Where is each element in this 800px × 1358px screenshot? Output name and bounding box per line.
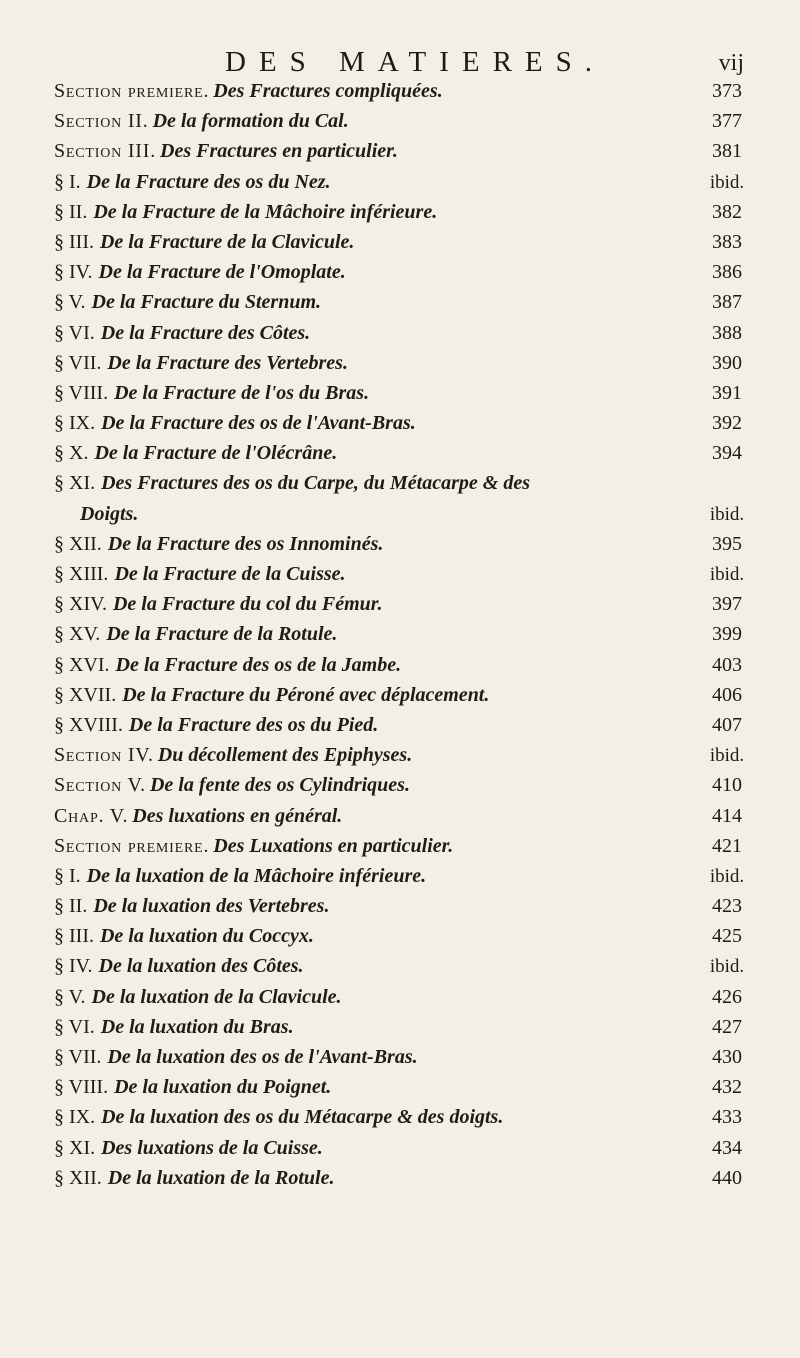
toc-entry-title: De la luxation de la Mâchoire inférieure. (86, 864, 427, 887)
toc-entry-marker: Section premiere. (54, 834, 210, 857)
toc-entry (54, 529, 754, 559)
toc-entry (54, 982, 754, 1012)
toc-entry-page: 430 (712, 1046, 742, 1068)
toc-entry (54, 680, 754, 710)
toc-entry (54, 891, 754, 921)
toc-entry-label (54, 408, 426, 438)
toc-entry-marker: § VII. (54, 1046, 102, 1068)
toc-entry-label (54, 680, 499, 710)
toc-entry-label (54, 1072, 341, 1102)
toc-entry-page: 387 (712, 291, 742, 314)
toc-entry-title: De la luxation du Poignet. (114, 1076, 332, 1099)
toc-entry-marker: § IV. (54, 955, 93, 978)
toc-entry-page: 377 (712, 110, 742, 133)
toc-entry-page: 399 (712, 623, 742, 646)
running-title: DES MATIERES. (224, 46, 606, 78)
toc-entry-page: 383 (712, 230, 742, 253)
toc-entry (54, 378, 754, 408)
toc-entry-marker: § XIV. (54, 593, 107, 616)
toc-entry-title: De la Fracture du Péroné avec déplacement. (122, 683, 490, 706)
toc-entry-marker: § II. (54, 200, 88, 223)
toc-entry (54, 468, 754, 498)
toc-entry (54, 740, 754, 770)
toc-entry (54, 1012, 754, 1042)
toc-entry-title: De la Fracture du Sternum. (91, 291, 321, 314)
toc-entry-label (54, 106, 359, 136)
toc-entry (54, 770, 754, 800)
toc-entry (54, 287, 754, 317)
toc-entry (54, 559, 754, 589)
toc-entry-label (54, 197, 447, 227)
toc-entry-marker: § IX. (54, 412, 96, 435)
toc-entry-title: De la Fracture des os du Nez. (86, 170, 331, 193)
toc-entry-marker: § VI. (54, 321, 95, 344)
toc-entry-page: 423 (712, 895, 742, 918)
toc-entry-label (54, 619, 347, 649)
toc-entry-page: 395 (712, 532, 742, 555)
toc-entry-marker: § XV. (54, 623, 101, 646)
toc-entry-title: De la luxation des os du Métacarpe & des doigts. (101, 1106, 504, 1129)
toc-entry-marker: Section IV. (54, 744, 154, 767)
toc-entry-label (54, 1042, 428, 1072)
toc-entry (54, 1072, 754, 1102)
toc-entry-title: Des Fractures des os du Carpe, du Métacarpe & des (101, 472, 530, 495)
toc-entry-marker: Chap. V. (54, 804, 129, 827)
toc-entry-marker: § XII. (54, 532, 102, 555)
toc-entry (54, 1163, 754, 1193)
toc-entry-page: 440 (712, 1166, 742, 1189)
toc-entry-page: 434 (712, 1136, 742, 1159)
toc-entry-label (54, 891, 339, 921)
toc-entry-label (54, 951, 314, 981)
toc-entry-label (54, 650, 411, 680)
toc-entry-marker: § XII. (54, 1166, 102, 1189)
toc-entry (54, 167, 754, 197)
toc-entry-label (54, 1133, 333, 1163)
toc-entry (54, 438, 754, 468)
toc-entry-title: De la luxation du Coccyx. (99, 925, 314, 948)
toc-entry (54, 951, 754, 981)
toc-entry-label (54, 348, 358, 378)
toc-entry-marker: § III. (54, 925, 94, 948)
toc-entry-marker: § II. (54, 895, 88, 918)
toc-entry-page: ibid. (709, 865, 745, 887)
toc-entry (54, 136, 754, 166)
toc-entry-title: De la luxation de la Rotule. (107, 1166, 335, 1189)
toc-entry (54, 499, 754, 529)
toc-entry-page: 433 (712, 1106, 742, 1129)
toc-entry (54, 801, 754, 831)
toc-entry-title: Du décollement des Epiphyses. (157, 744, 413, 767)
toc-entry-title: De la Fracture des Côtes. (100, 321, 311, 344)
toc-entry-title: De la Fracture des Vertebres. (107, 351, 348, 374)
toc-entry-page: 394 (712, 442, 742, 465)
toc-entry-title: De la fente des os Cylindriques. (149, 774, 410, 797)
toc-entry-marker: § VI. (54, 1015, 95, 1038)
toc-entry-marker: § V. (54, 985, 86, 1008)
toc-entry-label (54, 1163, 344, 1193)
toc-entry-label (54, 529, 393, 559)
toc-entry (54, 1133, 754, 1163)
toc-entry-title: Des Fractures compliquées. (213, 80, 443, 102)
toc-entry-title: De la Fracture des os Innominés. (107, 532, 384, 555)
toc-entry-title: De la Fracture de l'Olécrâne. (94, 442, 338, 465)
toc-entry-page: 407 (712, 713, 742, 736)
toc-entry-marker: § I. (54, 864, 81, 887)
toc-entry-page: 382 (712, 200, 742, 223)
toc-entry-marker: § XI. (54, 1136, 96, 1159)
toc-entry (54, 348, 754, 378)
toc-entry-label (54, 136, 408, 166)
toc-entry-title: De la Fracture de la Cuisse. (114, 563, 346, 585)
toc-entry-page: ibid. (709, 503, 745, 525)
toc-entry-label (80, 499, 148, 529)
toc-entry-label (54, 76, 453, 106)
toc-entry (54, 318, 754, 348)
toc-entry-title: De la Fracture des os de l'Avant-Bras. (101, 412, 416, 435)
toc-entry (54, 257, 754, 287)
toc-entry-marker: § IV. (54, 261, 93, 284)
toc-entry-title: Doigts. (80, 502, 139, 525)
toc-entry-label (54, 921, 324, 951)
toc-entry-title: De la formation du Cal. (152, 110, 349, 133)
toc-entry (54, 106, 754, 136)
toc-entry-page: 381 (712, 140, 742, 163)
toc-entry-label (54, 982, 352, 1012)
toc-entry (54, 619, 754, 649)
toc-entry-page: 390 (712, 351, 742, 374)
toc-entry-page: 388 (712, 321, 742, 344)
toc-entry-title: De la luxation du Bras. (100, 1015, 294, 1038)
toc-entry-page: 410 (712, 774, 742, 797)
toc-entry-title: Des Fractures en particulier. (160, 140, 398, 163)
toc-entry-page: ibid. (709, 956, 745, 978)
toc-entry (54, 921, 754, 951)
toc-entry-marker: § XVII. (54, 683, 117, 706)
toc-entry-page: 426 (712, 985, 742, 1008)
toc-entry-marker: Section III. (54, 140, 157, 163)
toc-entry-title: De la Fracture des os du Pied. (128, 713, 379, 736)
toc-entry-label (54, 438, 347, 468)
toc-entry-label (54, 1102, 513, 1132)
toc-entry-marker: § XVI. (54, 653, 110, 676)
toc-entry-marker: § V. (54, 291, 86, 314)
toc-entry (54, 710, 754, 740)
toc-entry-title: De la Fracture de la Clavicule. (99, 230, 355, 253)
toc-entry-marker: Section V. (54, 774, 146, 797)
toc-entry-title: De la Fracture de l'Omoplate. (98, 261, 346, 284)
toc-entry-marker: § III. (54, 230, 94, 253)
toc-entry-page: 386 (712, 261, 742, 284)
toc-entry (54, 408, 754, 438)
toc-entry-page: 425 (712, 925, 742, 948)
toc-entry-label (54, 710, 388, 740)
toc-entry-marker: § IX. (54, 1106, 96, 1129)
toc-entry-label (54, 378, 379, 408)
toc-entry-title: De la Fracture de la Mâchoire inférieure. (93, 200, 438, 223)
toc-entry-label (54, 167, 341, 197)
toc-entry (54, 76, 754, 106)
toc-entry-label (54, 468, 540, 498)
toc-entry-label (54, 559, 356, 589)
toc-entry-marker: § XI. (54, 472, 96, 495)
toc-entry-label (54, 801, 352, 831)
toc-entry-marker: Section premiere. (54, 80, 210, 102)
toc-entry-label (54, 257, 356, 287)
toc-entry-label (54, 861, 436, 891)
toc-entry-label (54, 740, 422, 770)
toc-entry (54, 831, 754, 861)
toc-entry-label (54, 770, 420, 800)
toc-entry-label (54, 589, 392, 619)
toc-entry-title: De la luxation des os de l'Avant-Bras. (107, 1046, 418, 1068)
toc-entry-marker: § VIII. (54, 1076, 109, 1099)
toc-entry-title: De la luxation de la Clavicule. (91, 985, 342, 1008)
toc-entry-title: De la Fracture du col du Fémur. (112, 593, 383, 616)
toc-entry-page: 406 (712, 683, 742, 706)
toc-entry-title: Des Luxations en particulier. (213, 834, 454, 857)
toc-entry-title: Des luxations en général. (132, 804, 343, 827)
toc-entry-label (54, 1012, 304, 1042)
toc-entry-title: Des luxations de la Cuisse. (101, 1136, 323, 1159)
toc-entry (54, 650, 754, 680)
toc-entry-page: 421 (712, 834, 742, 857)
toc-entry-page: 403 (712, 653, 742, 676)
toc-entry-title: De la Fracture des os de la Jambe. (115, 653, 402, 676)
toc-entry-title: De la Fracture de l'os du Bras. (114, 381, 370, 404)
toc-entry-label (54, 227, 364, 257)
toc-entry-label (54, 287, 331, 317)
toc-entry-title: De la luxation des Côtes. (98, 955, 304, 978)
toc-entry-label (54, 831, 463, 861)
toc-entry-marker: Section II. (54, 110, 149, 133)
toc-entry-marker: § XVIII. (54, 713, 123, 736)
toc-entry-page: 414 (712, 804, 742, 827)
toc-entry (54, 197, 754, 227)
toc-entry-marker: § X. (54, 442, 89, 465)
toc-entry-page: ibid. (709, 745, 745, 767)
table-of-contents (54, 76, 754, 1193)
toc-entry-page: 373 (712, 80, 742, 102)
toc-entry (54, 589, 754, 619)
page-number: vij (718, 50, 744, 76)
toc-entry-page: 397 (712, 593, 742, 616)
toc-entry (54, 1102, 754, 1132)
toc-entry-marker: § I. (54, 170, 81, 193)
toc-entry-page: 392 (712, 412, 742, 435)
toc-entry-page: 432 (712, 1076, 742, 1099)
toc-entry-marker: § XIII. (54, 563, 109, 585)
toc-entry-page: 391 (712, 381, 742, 404)
toc-entry-title: De la luxation des Vertebres. (93, 895, 330, 918)
toc-entry (54, 861, 754, 891)
toc-entry-page: ibid. (709, 564, 745, 585)
toc-entry-page: ibid. (709, 171, 745, 193)
toc-entry-marker: § VII. (54, 351, 102, 374)
toc-entry-label (54, 318, 320, 348)
toc-entry-page: 427 (712, 1015, 742, 1038)
toc-entry-marker: § VIII. (54, 381, 109, 404)
toc-entry-title: De la Fracture de la Rotule. (106, 623, 338, 646)
toc-entry (54, 227, 754, 257)
toc-entry (54, 1042, 754, 1072)
